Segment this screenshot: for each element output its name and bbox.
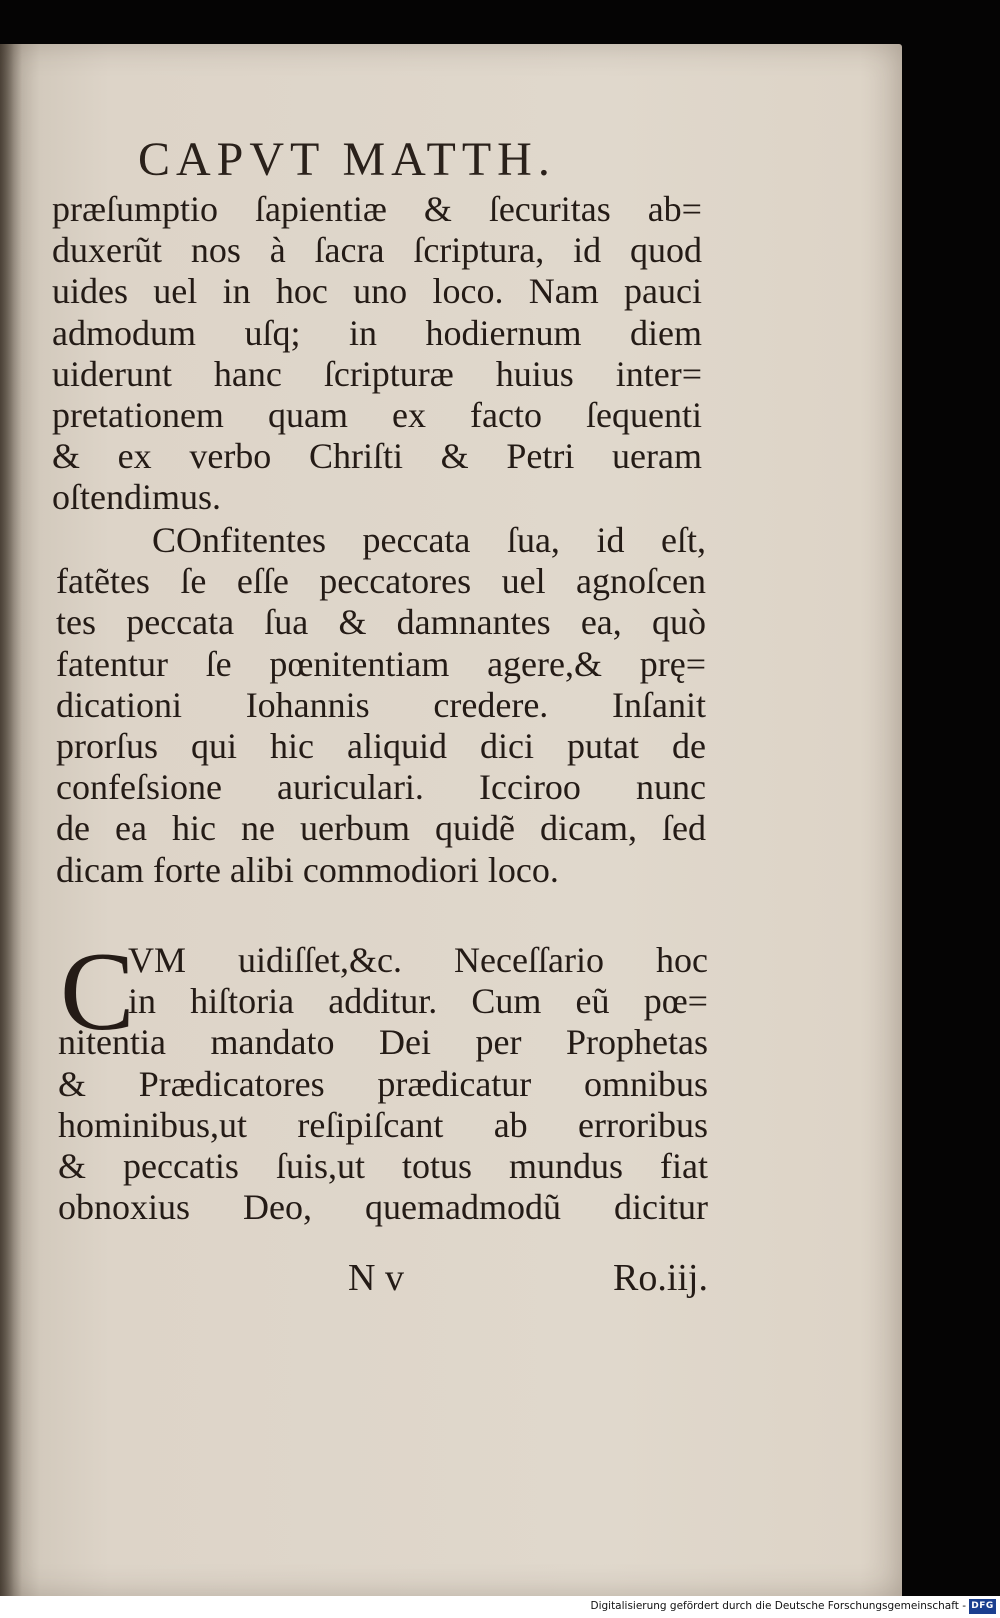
running-head: CAPVT MATTH.: [138, 133, 556, 186]
text-line: obnoxius Deo, quemadmodũ dicitur: [58, 1187, 708, 1228]
catchword: Ro.iij.: [612, 1257, 708, 1299]
footer-bar: [0, 1596, 1000, 1618]
text-line: præſumptio ſapientiæ & ſecuritas ab=: [52, 189, 702, 229]
dfg-logo: DFG: [969, 1599, 996, 1614]
text-line: in hiſtoria additur. Cum eũ pœ=: [128, 981, 708, 1022]
footer-credit: Digitalisierung gefördert durch die Deutsche Forschungsgemeinschaft -: [590, 1600, 966, 1612]
text-line: fatẽtes ſe eſſe peccatores uel agnoſcen: [56, 561, 706, 602]
text-line: de ea hic ne uerbum quidẽ dicam, ſed: [56, 808, 706, 849]
signature-line: [58, 1256, 708, 1304]
text-line: & peccatis ſuis,ut totus mundus fiat: [58, 1146, 708, 1187]
text-line: nitentia mandato Dei per Prophetas: [58, 1022, 708, 1063]
text-line: prorſus qui hic aliquid dici putat de: [56, 726, 706, 767]
text-line: tes peccata ſua & damnantes ea, quò: [56, 602, 706, 643]
text-line: & ex verbo Chriſti & Petri ueram: [52, 436, 702, 477]
paragraph-1: [52, 189, 702, 519]
text-line: dicam forte alibi commodiori loco.: [56, 849, 559, 890]
drop-cap-initial: C: [60, 930, 135, 1054]
text-line: COnfitentes peccata ſua, id eſt,: [152, 520, 706, 560]
text-line: VM uidiſſet,&c. Neceſſario hoc: [128, 940, 708, 980]
text-line: fatentur ſe pœnitentiam agere,& prę=: [56, 643, 706, 684]
text-line: confeſsione auriculari. Icciroo nunc: [56, 767, 706, 808]
page-gutter-shadow: [0, 44, 22, 1596]
text-line: oſtendimus.: [52, 477, 221, 518]
paragraph-3: [58, 930, 708, 1228]
book-page: [0, 44, 902, 1596]
paragraph-2: [56, 520, 706, 891]
text-line: & Prædicatores prædicatur omnibus: [58, 1063, 708, 1104]
signature-mark: N v: [348, 1257, 404, 1299]
text-line: admodum uſq; in hodiernum diem: [52, 312, 702, 353]
text-line: uides uel in hoc uno loco. Nam pauci: [52, 271, 702, 312]
text-line: uiderunt hanc ſcripturæ huius inter=: [52, 353, 702, 394]
text-line: duxerũt nos à ſacra ſcriptura, id quod: [52, 230, 702, 271]
text-line: hominibus,ut reſipiſcant ab erroribus: [58, 1104, 708, 1145]
text-line: dicationi Iohannis credere. Inſanit: [56, 684, 706, 725]
text-line: pretationem quam ex facto ſequenti: [52, 395, 702, 436]
